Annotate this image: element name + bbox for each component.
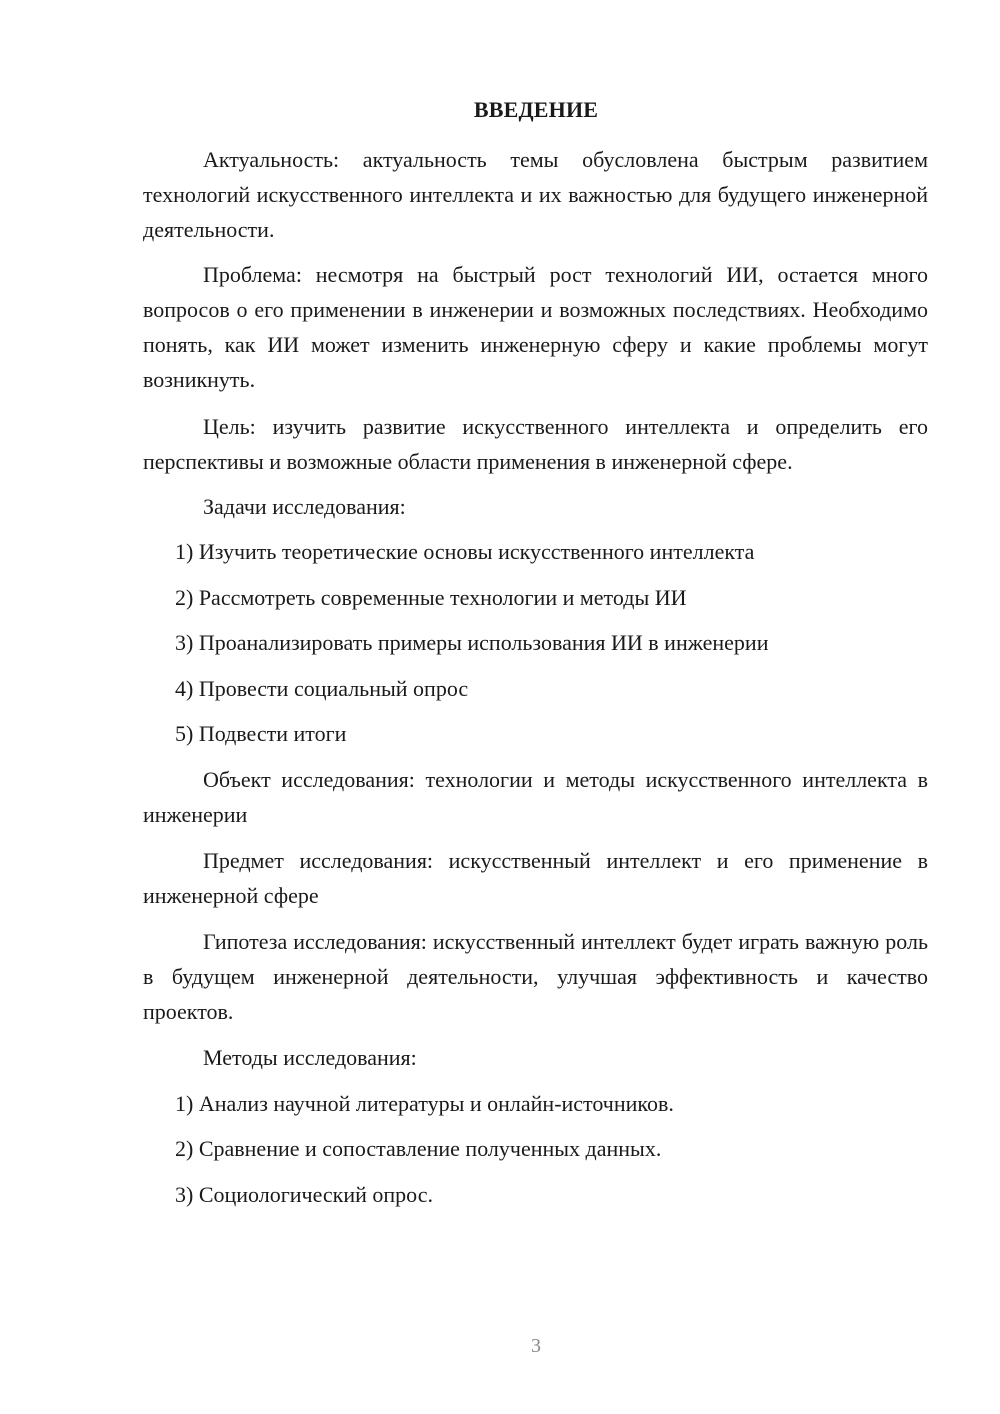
task-item [143,580,928,615]
method-item-text: 2) Сравнение и сопоставление полученных данных. [175,1136,662,1161]
subject-paragraph [143,843,928,913]
task-item-text: 1) Изучить теоретические основы искусственного интеллекта [175,539,755,564]
object-paragraph [143,762,928,832]
subject-text: Предмет исследования: искусственный интеллект и его применение в инженерной сфере [143,848,928,908]
document-title: ВВЕДЕНИЕ [473,97,599,122]
page-number: 3 [531,1335,541,1357]
task-item-text: 3) Проанализировать примеры использования ИИ в инженерии [175,630,769,655]
methods-heading-block [143,1040,928,1075]
method-item-text: 3) Социологический опрос. [175,1182,433,1207]
methods-heading: Методы исследования: [203,1045,417,1070]
method-item [143,1177,928,1212]
tasks-heading-block [143,489,928,524]
goal-text: Цель: изучить развитие искусственного интеллекта и определить его перспективы и возможные области применения в инженерной сфере. [143,414,928,474]
task-item [143,625,928,660]
goal-paragraph [143,409,928,479]
method-item [143,1086,928,1121]
task-item [143,716,928,751]
task-item [143,534,928,569]
task-item-text: 2) Рассмотреть современные технологии и методы ИИ [175,585,687,610]
problem-paragraph [143,257,928,397]
object-text: Объект исследования: технологии и методы искусственного интеллекта в инженерии [143,767,928,827]
task-item-text: 5) Подвести итоги [175,721,347,746]
method-item-text: 1) Анализ научной литературы и онлайн-источников. [175,1091,674,1116]
task-item-text: 4) Провести социальный опрос [175,676,469,701]
hypothesis-paragraph [143,924,928,1029]
task-item [143,671,928,706]
hypothesis-text: Гипотеза исследования: искусственный интеллект будет играть важную роль в будущем инженерной деятельности, улучшая эффективность и качество проектов. [143,929,928,1024]
relevance-paragraph [143,142,928,247]
method-item [143,1131,928,1166]
tasks-heading: Задачи исследования: [203,494,406,519]
relevance-text: Актуальность: актуальность темы обусловлена быстрым развитием технологий искусственного интеллекта и их важностью для будущего инженерной деятельности. [143,147,928,242]
problem-text: Проблема: несмотря на быстрый рост технологий ИИ, остается много вопросов о его применении в инженерии и возможных последствиях. Необходимо понять, как ИИ может изменить инженерную сферу и какие проблемы могут возникнуть. [143,262,928,392]
